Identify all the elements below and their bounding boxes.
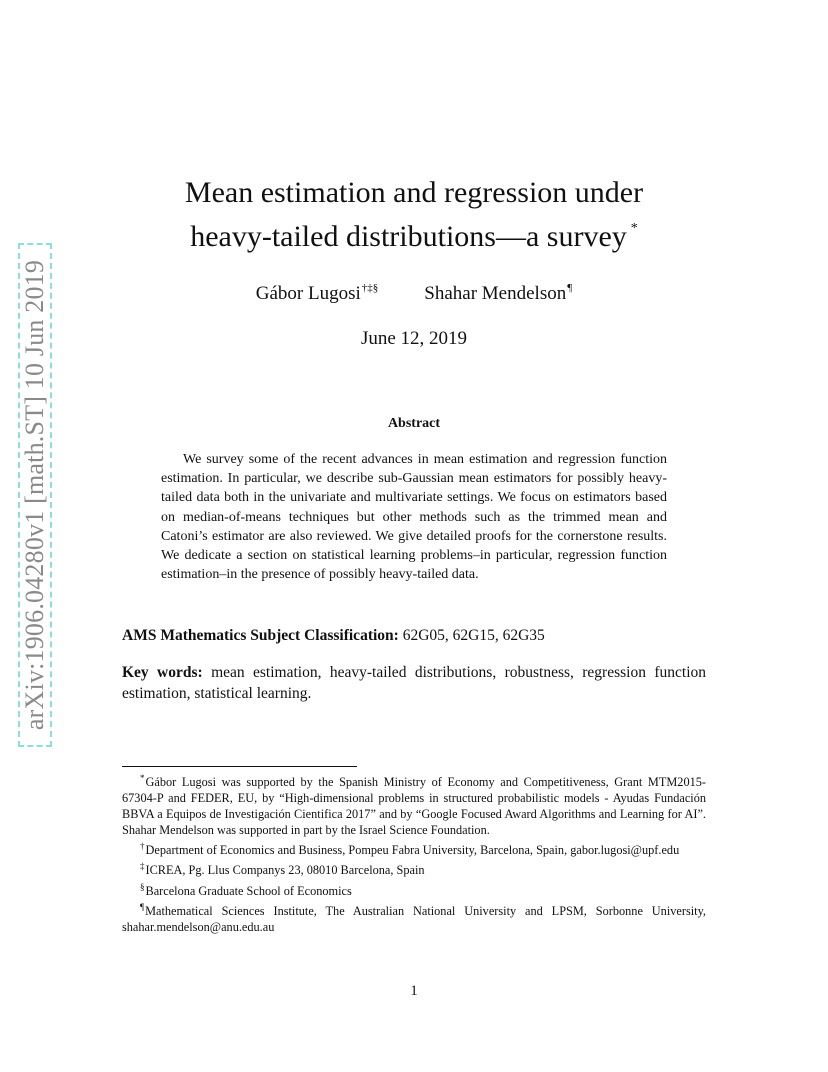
author-2-name: Shahar Mendelson [424, 283, 567, 304]
footnote-text: Gábor Lugosi was supported by the Spanish Ministry of Economy and Competitiveness, Grant MTM2015-67304-P and FEDER, EU, by “High-dimensional problems in structured probabilistic models - Ayudas Fundación BBVA a Equipos de Investigación Cientifica 2017” and by “Google Focused Award Algorithms and Learning for AI”. Shahar Mendelson was supported in part by the Israel Science Foundation. [122, 775, 706, 838]
footnote-symbol: ¶ [140, 901, 145, 912]
keywords-value: mean estimation, heavy-tailed distributions, robustness, regression function estimation, statistical learning. [122, 664, 706, 702]
abstract-heading: Abstract [387, 416, 441, 431]
ams-classification [122, 627, 712, 645]
keywords [122, 662, 706, 704]
arxiv-stamp-text: arXiv:1906.04280v1 [math.ST] 10 Jun 2019 [20, 259, 49, 731]
footnote-text: Department of Economics and Business, Pompeu Fabra University, Barcelona, Spain, gabor.lugosi@upf.edu [145, 843, 680, 858]
author-1 [256, 282, 379, 305]
footnote-symbol: * [140, 773, 145, 783]
author-2 [424, 282, 572, 305]
footnote-rule [122, 766, 357, 767]
ams-value: 62G05, 62G15, 62G35 [402, 627, 545, 644]
title-line-1: Mean estimation and regression under [184, 176, 644, 209]
footnote-affiliation-icrea [122, 858, 706, 878]
ams-label: AMS Mathematics Subject Classification: [122, 627, 399, 644]
paper-title [100, 175, 728, 255]
arxiv-stamp [18, 243, 52, 747]
footnote-affiliation-bgse [122, 879, 706, 899]
author-1-marks: †‡§ [361, 282, 379, 294]
footnote-text: ICREA, Pg. Llus Companys 23, 08010 Barcelona, Spain [145, 863, 425, 878]
title-line-2 [100, 211, 728, 255]
footnotes [122, 770, 706, 935]
title-line-2-text: heavy-tailed distributions—a survey [190, 220, 627, 253]
author-list [0, 282, 828, 305]
page-number: 1 [410, 983, 418, 999]
footnote-symbol: § [140, 881, 145, 892]
abstract-text: We survey some of the recent advances in mean estimation and regression function estimation. In particular, we describe sub-Gaussian mean estimators for possibly heavy-tailed data both in the univariate and multivariate settings. We focus on estimators based on median-of-means techniques but other methods such as the trimmed mean and Catoni’s estimator are also reviewed. We give detailed proofs for the cornerstone results. We dedicate a section on statistical learning problems–in particular, regression function estimation–in the presence of possibly heavy-tailed data. [161, 452, 667, 583]
keywords-label: Key words: [122, 664, 203, 681]
footnote-affiliation-anu [122, 899, 706, 935]
author-1-name: Gábor Lugosi [255, 283, 361, 304]
title-footnote-mark: * [630, 221, 638, 236]
footnote-symbol: ‡ [140, 861, 145, 872]
footnote-funding [122, 770, 706, 838]
publication-date: June 12, 2019 [360, 328, 468, 349]
footnote-symbol: † [140, 841, 145, 852]
footnote-text: Barcelona Graduate School of Economics [145, 883, 352, 898]
footnote-text: Mathematical Sciences Institute, The Australian National University and LPSM, Sorbonne University, shahar.mendelson@anu.edu.au [122, 903, 706, 934]
author-2-marks: ¶ [567, 282, 573, 294]
footnote-affiliation-upf [122, 838, 706, 858]
